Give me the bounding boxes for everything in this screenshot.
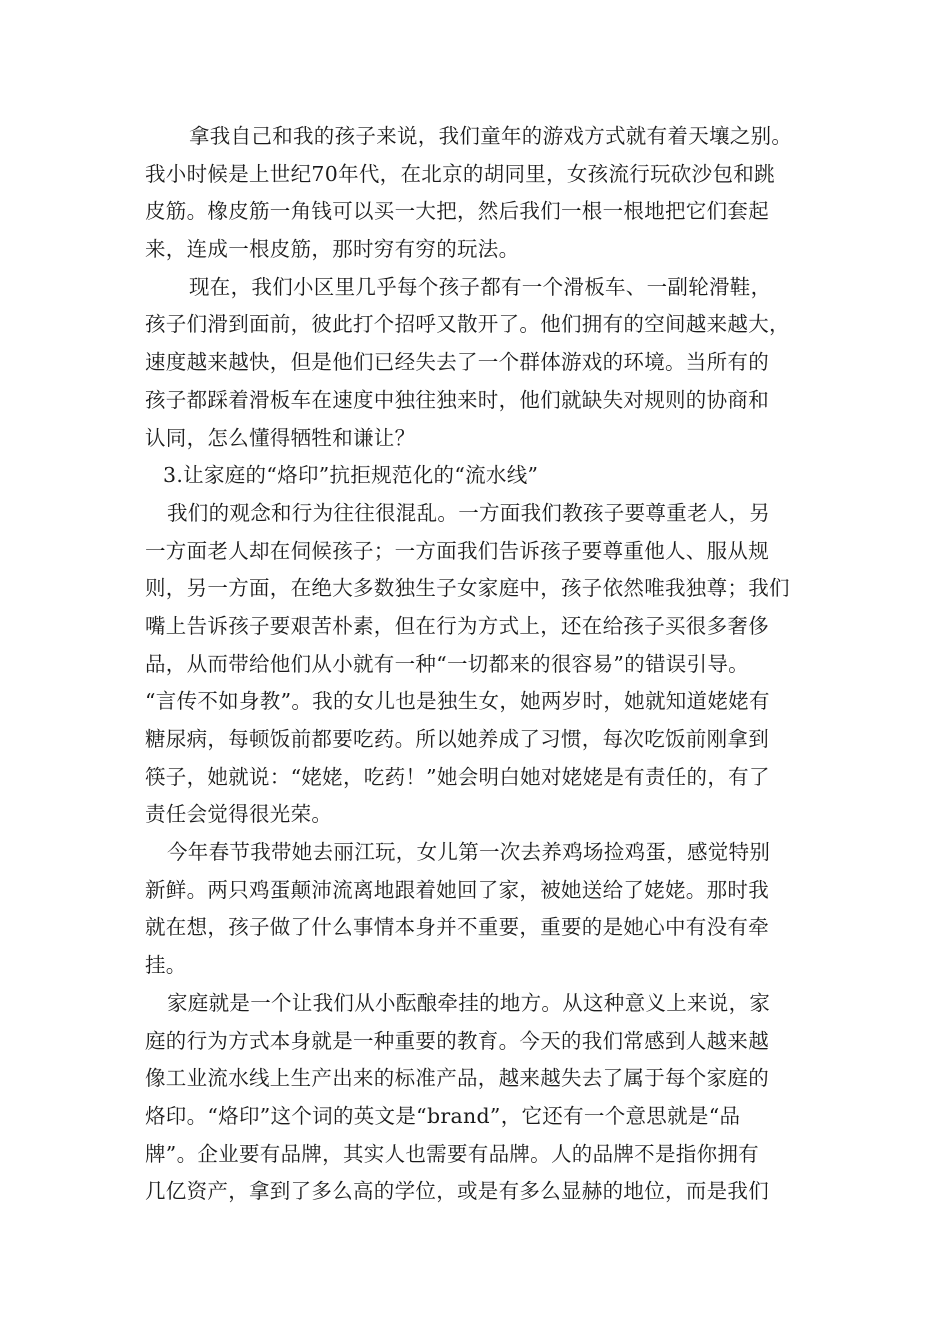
text-line: 像工业流水线上生产出来的标准产品，越来越失去了属于每个家庭的 (145, 1066, 769, 1091)
text-line: 今年春节我带她去丽江玩，女儿第一次去养鸡场捡鸡蛋，感觉特别 (167, 840, 771, 865)
text-line: 孩子都踩着滑板车在速度中独往独来时，他们就缺失对规则的协商和 (145, 387, 769, 412)
text-line: 责任会觉得很光荣。 (145, 802, 333, 827)
text-line: 皮筋。橡皮筋一角钱可以买一大把，然后我们一根一根地把它们套起 (145, 199, 769, 224)
text-line: 糖尿病，每顿饭前都要吃药。所以她养成了习惯，每次吃饭前刚拿到 (145, 727, 769, 751)
section-heading: 3.让家庭的“烙印”抗拒规范化的“流水线” (163, 463, 539, 488)
text-line: 我小时候是上世纪70年代，在北京的胡同里，女孩流行玩砍沙包和跳 (145, 161, 775, 186)
text-line: 筷子，她就说：“姥姥，吃药！”她会明白她对姥姥是有责任的，有了 (145, 764, 770, 789)
text-line: 我们的观念和行为往往很混乱。一方面我们教孩子要尊重老人，另 (167, 500, 771, 525)
text-line: 新鲜。两只鸡蛋颠沛流离地跟着她回了家，被她送给了姥姥。那时我 (145, 877, 769, 902)
text-line: 速度越来越快，但是他们已经失去了一个群体游戏的环境。当所有的 (145, 350, 769, 375)
text-line: 则，另一方面，在绝大多数独生子女家庭中，孩子依然唯我独尊；我们 (145, 576, 790, 601)
text-line: 庭的行为方式本身就是一种重要的教育。今天的我们常感到人越来越 (145, 1028, 769, 1053)
text-line: 挂。 (145, 953, 187, 978)
text-line: 烙印。“烙印”这个词的英文是“brand”，它还有一个意思就是“品 (145, 1103, 741, 1128)
text-line: 一方面老人却在伺候孩子；一方面我们告诉孩子要尊重他人、服从规 (145, 538, 769, 563)
text-line: 品，从而带给他们从小就有一种“一切都来的很容易”的错误引导。 (145, 651, 749, 676)
text-line: 拿我自己和我的孩子来说，我们童年的游戏方式就有着天壤之别。 (189, 124, 793, 148)
text-line: 来，连成一根皮筋，那时穷有穷的玩法。 (145, 237, 520, 262)
text-line: 牌”。企业要有品牌，其实人也需要有品牌。人的品牌不是指你拥有 (145, 1141, 759, 1166)
text-line: “言传不如身教”。我的女儿也是独生女，她两岁时，她就知道姥姥有 (145, 689, 770, 714)
article-body (145, 118, 810, 1211)
text-line: 嘴上告诉孩子要艰苦朴素，但在行为方式上，还在给孩子买很多奢侈 (145, 613, 769, 638)
text-line: 几亿资产，拿到了多么高的学位，或是有多么显赫的地位，而是我们 (145, 1179, 769, 1204)
text-line: 认同，怎么懂得牺牲和谦让？ (145, 425, 416, 450)
text-line: 孩子们滑到面前，彼此打个招呼又散开了。他们拥有的空间越来越大， (145, 312, 790, 337)
text-line: 现在，我们小区里几乎每个孩子都有一个滑板车、一副轮滑鞋， (189, 274, 772, 299)
text-line: 就在想，孩子做了什么事情本身并不重要，重要的是她心中有没有牵 (145, 915, 769, 940)
text-line: 家庭就是一个让我们从小酝酿牵挂的地方。从这种意义上来说，家 (167, 990, 771, 1015)
